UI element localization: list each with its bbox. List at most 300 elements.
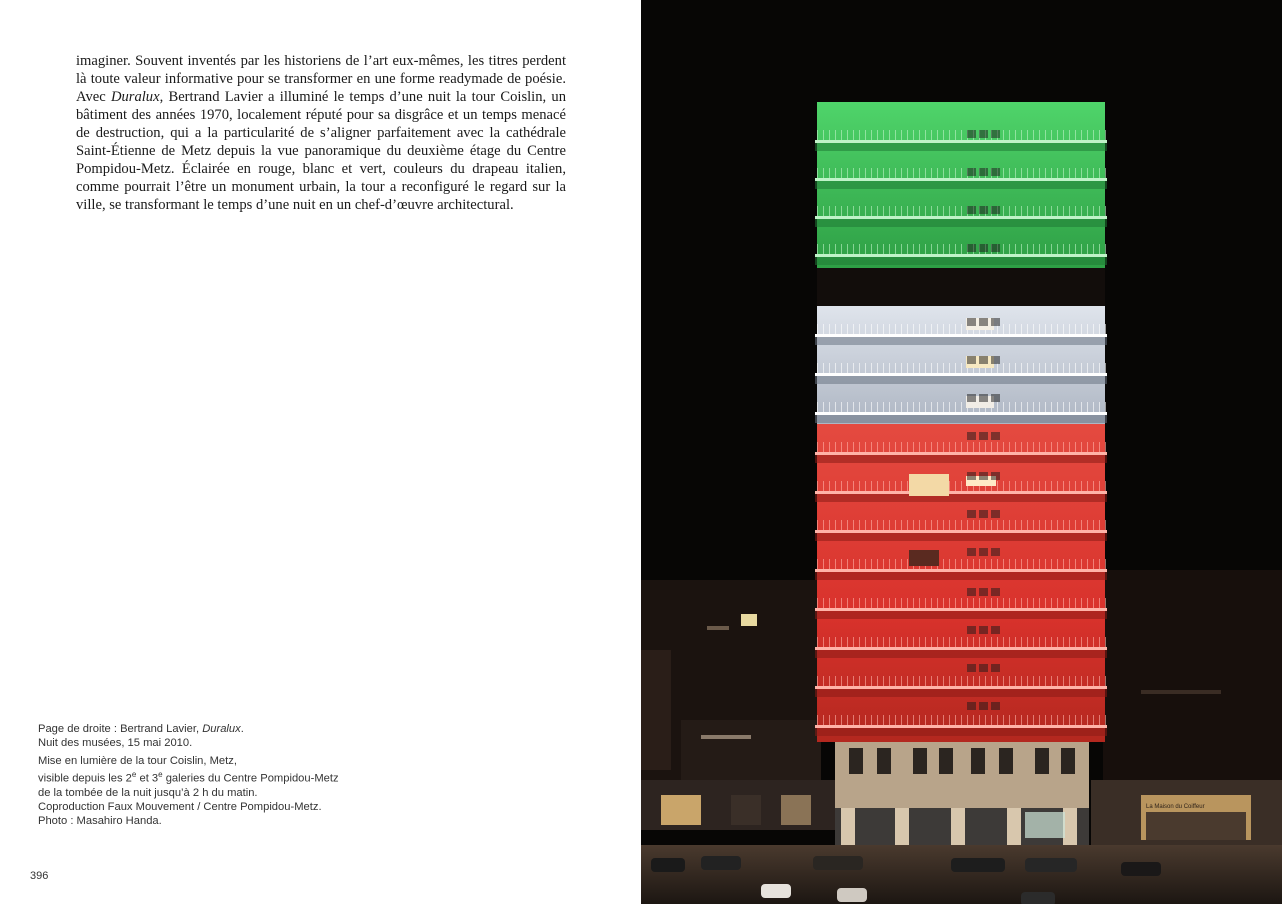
balcony-slab — [815, 455, 1107, 463]
balcony-baluster — [1087, 559, 1088, 569]
balcony-baluster — [853, 206, 854, 216]
balcony-baluster — [841, 598, 842, 608]
balcony-baluster — [901, 244, 902, 254]
balcony-baluster — [1075, 598, 1076, 608]
window-pane — [991, 356, 1000, 364]
balcony-baluster — [955, 168, 956, 178]
balcony-baluster — [1075, 442, 1076, 452]
balcony-baluster — [1081, 442, 1082, 452]
balcony-baluster — [895, 481, 896, 491]
balcony-baluster — [979, 598, 980, 608]
balcony-baluster — [973, 715, 974, 725]
balcony-baluster — [1105, 130, 1106, 140]
balcony-baluster — [859, 520, 860, 530]
balcony-baluster — [919, 520, 920, 530]
balcony-baluster — [817, 676, 818, 686]
balcony-baluster — [1021, 402, 1022, 412]
window-pane — [967, 626, 976, 634]
balcony-baluster — [847, 244, 848, 254]
balcony-baluster — [889, 402, 890, 412]
balcony-baluster — [955, 676, 956, 686]
balcony-baluster — [877, 244, 878, 254]
caption-prefix: Page de droite : Bertrand Lavier, — [38, 723, 203, 735]
balcony-baluster — [1003, 715, 1004, 725]
balcony-baluster — [937, 244, 938, 254]
balcony-baluster — [991, 598, 992, 608]
ground-window — [999, 748, 1013, 774]
balcony-baluster — [967, 598, 968, 608]
balcony-baluster — [877, 520, 878, 530]
balcony-baluster — [871, 130, 872, 140]
balcony-baluster — [871, 363, 872, 373]
ground-window — [1061, 748, 1075, 774]
pillar — [841, 808, 855, 848]
balcony-baluster — [1099, 402, 1100, 412]
balcony-rail — [815, 373, 1107, 376]
balcony-baluster — [967, 715, 968, 725]
window-pane — [979, 588, 988, 596]
balcony-baluster — [1093, 324, 1094, 334]
balcony-rail — [815, 569, 1107, 572]
balcony-baluster — [1087, 442, 1088, 452]
balcony-baluster — [1093, 206, 1094, 216]
balcony-baluster — [1105, 637, 1106, 647]
balcony-baluster — [913, 206, 914, 216]
balcony-baluster — [853, 130, 854, 140]
window-pane — [991, 664, 1000, 672]
balcony-baluster — [1063, 559, 1064, 569]
balcony-baluster — [979, 637, 980, 647]
window-pane — [979, 432, 988, 440]
balcony-baluster — [1015, 402, 1016, 412]
window-pane — [967, 356, 976, 364]
balcony-baluster — [907, 442, 908, 452]
balcony-baluster — [889, 598, 890, 608]
balcony-baluster — [841, 206, 842, 216]
balcony-baluster — [1075, 715, 1076, 725]
balcony-baluster — [1033, 324, 1034, 334]
balcony-baluster — [913, 520, 914, 530]
balcony-baluster — [1099, 363, 1100, 373]
balcony-baluster — [919, 130, 920, 140]
balcony-baluster — [913, 676, 914, 686]
balcony-baluster — [931, 244, 932, 254]
balcony-baluster — [871, 324, 872, 334]
balcony-baluster — [1069, 559, 1070, 569]
balcony-baluster — [1051, 206, 1052, 216]
balcony-baluster — [1033, 168, 1034, 178]
balcony-baluster — [1039, 244, 1040, 254]
ground-window — [971, 748, 985, 774]
balcony-baluster — [931, 206, 932, 216]
pillar — [1063, 808, 1077, 848]
balcony-baluster — [1099, 324, 1100, 334]
balcony-baluster — [1027, 402, 1028, 412]
balcony-baluster — [883, 442, 884, 452]
balcony-baluster — [955, 559, 956, 569]
balcony-baluster — [1033, 676, 1034, 686]
balcony-baluster — [913, 715, 914, 725]
balcony-baluster — [1081, 130, 1082, 140]
balcony-baluster — [877, 363, 878, 373]
balcony-baluster — [1039, 520, 1040, 530]
balcony-baluster — [1051, 715, 1052, 725]
balcony-baluster — [901, 130, 902, 140]
balcony-baluster — [931, 520, 932, 530]
balcony-baluster — [883, 363, 884, 373]
balcony-baluster — [1009, 637, 1010, 647]
balcony-baluster — [997, 598, 998, 608]
balcony-baluster — [1081, 520, 1082, 530]
balcony-baluster — [1075, 637, 1076, 647]
balcony-baluster — [943, 598, 944, 608]
balcony-baluster — [1021, 442, 1022, 452]
balcony-baluster — [961, 676, 962, 686]
balcony-baluster — [1015, 676, 1016, 686]
balcony-baluster — [1069, 363, 1070, 373]
balcony-baluster — [1057, 168, 1058, 178]
balcony-baluster — [1063, 676, 1064, 686]
balcony-baluster — [859, 363, 860, 373]
balcony-baluster — [877, 481, 878, 491]
balcony-baluster — [889, 168, 890, 178]
balcony-baluster — [1105, 598, 1106, 608]
balcony-baluster — [943, 244, 944, 254]
ground-window — [1035, 748, 1049, 774]
dark-floor-band — [817, 268, 1105, 308]
balcony-baluster — [1081, 206, 1082, 216]
tower-photo — [641, 0, 1282, 904]
balcony-baluster — [961, 637, 962, 647]
caption-line-2: Nuit des musées, 15 mai 2010. — [38, 737, 193, 749]
caption-work-title: Duralux — [202, 723, 241, 735]
balcony-baluster — [847, 206, 848, 216]
balcony-baluster — [1087, 598, 1088, 608]
balcony-baluster — [907, 363, 908, 373]
balcony-baluster — [907, 715, 908, 725]
balcony-baluster — [829, 676, 830, 686]
balcony-baluster — [1105, 402, 1106, 412]
lobby-window — [1025, 812, 1065, 838]
balcony-baluster — [943, 402, 944, 412]
balcony-baluster — [961, 559, 962, 569]
balcony-baluster — [871, 442, 872, 452]
balcony-baluster — [823, 715, 824, 725]
balcony-baluster — [1009, 559, 1010, 569]
balcony-baluster — [1039, 676, 1040, 686]
balcony-baluster — [1057, 598, 1058, 608]
balcony-baluster — [1081, 324, 1082, 334]
balcony-baluster — [919, 598, 920, 608]
balcony-baluster — [1093, 481, 1094, 491]
window-pane — [967, 244, 976, 252]
balcony-baluster — [1069, 715, 1070, 725]
balcony-baluster — [853, 402, 854, 412]
balcony-baluster — [817, 715, 818, 725]
balcony-baluster — [1081, 676, 1082, 686]
balcony-baluster — [949, 676, 950, 686]
balcony-baluster — [1003, 676, 1004, 686]
balcony-baluster — [1009, 244, 1010, 254]
balcony-baluster — [1027, 520, 1028, 530]
balcony-baluster — [1075, 402, 1076, 412]
balcony-slab — [815, 494, 1107, 502]
balcony-baluster — [985, 598, 986, 608]
window-pane — [991, 588, 1000, 596]
balcony-baluster — [1015, 559, 1016, 569]
balcony-baluster — [1093, 244, 1094, 254]
caption-line-3: Mise en lumière de la tour Coislin, Metz, — [38, 755, 237, 767]
balcony-baluster — [1039, 363, 1040, 373]
balcony-baluster — [919, 442, 920, 452]
balcony-baluster — [1051, 442, 1052, 452]
balcony-baluster — [913, 598, 914, 608]
balcony-baluster — [949, 442, 950, 452]
balcony-baluster — [853, 637, 854, 647]
balcony-baluster — [883, 168, 884, 178]
balcony-baluster — [1009, 676, 1010, 686]
balcony-slab — [815, 572, 1107, 580]
parked-car — [701, 856, 741, 870]
balcony-baluster — [877, 130, 878, 140]
balcony-baluster — [1069, 637, 1070, 647]
balcony-slab — [815, 728, 1107, 736]
balcony-baluster — [919, 324, 920, 334]
balcony-baluster — [853, 244, 854, 254]
balcony-baluster — [1093, 715, 1094, 725]
balcony-baluster — [1039, 324, 1040, 334]
balcony-baluster — [1063, 481, 1064, 491]
balcony-baluster — [847, 637, 848, 647]
balcony-baluster — [835, 363, 836, 373]
balcony-baluster — [913, 324, 914, 334]
balcony-baluster — [817, 402, 818, 412]
balcony-slab — [815, 376, 1107, 384]
balcony-baluster — [925, 598, 926, 608]
parked-car — [813, 856, 863, 870]
balcony-baluster — [1003, 363, 1004, 373]
balcony-baluster — [991, 442, 992, 452]
balcony-baluster — [1075, 676, 1076, 686]
balcony-baluster — [871, 168, 872, 178]
balcony-baluster — [919, 206, 920, 216]
pillar — [951, 808, 965, 848]
balcony-baluster — [1051, 481, 1052, 491]
balcony-baluster — [829, 130, 830, 140]
balcony-baluster — [877, 206, 878, 216]
balcony-baluster — [1051, 363, 1052, 373]
balcony-rail — [815, 254, 1107, 257]
balcony-baluster — [1003, 442, 1004, 452]
window-pane — [991, 244, 1000, 252]
parked-car — [651, 858, 685, 872]
balcony-baluster — [1045, 676, 1046, 686]
balcony-baluster — [853, 715, 854, 725]
balcony-baluster — [949, 637, 950, 647]
balcony-baluster — [1093, 598, 1094, 608]
balcony-baluster — [847, 715, 848, 725]
balcony-baluster — [1087, 676, 1088, 686]
balcony-baluster — [1099, 598, 1100, 608]
balcony-baluster — [1087, 481, 1088, 491]
window-pane — [979, 548, 988, 556]
balcony-baluster — [1027, 715, 1028, 725]
balcony-baluster — [871, 676, 872, 686]
balcony-baluster — [877, 676, 878, 686]
balcony-baluster — [841, 481, 842, 491]
balcony-baluster — [1075, 324, 1076, 334]
balcony-rail — [815, 178, 1107, 181]
balcony-baluster — [907, 598, 908, 608]
balcony-baluster — [907, 130, 908, 140]
balcony-baluster — [883, 324, 884, 334]
balcony-baluster — [889, 206, 890, 216]
balcony-baluster — [1093, 559, 1094, 569]
parked-car — [837, 888, 867, 902]
balcony-baluster — [961, 168, 962, 178]
balcony-baluster — [817, 206, 818, 216]
balcony-baluster — [1075, 481, 1076, 491]
balcony-baluster — [1003, 324, 1004, 334]
balcony-baluster — [901, 402, 902, 412]
balcony-baluster — [1003, 559, 1004, 569]
window-pane — [979, 244, 988, 252]
balcony-baluster — [889, 676, 890, 686]
balcony-baluster — [883, 715, 884, 725]
balcony-baluster — [817, 520, 818, 530]
balcony-baluster — [847, 130, 848, 140]
balcony-baluster — [1003, 130, 1004, 140]
balcony-baluster — [1033, 520, 1034, 530]
balcony-baluster — [1063, 637, 1064, 647]
balcony-baluster — [1033, 559, 1034, 569]
balcony-baluster — [1033, 715, 1034, 725]
window-pane — [967, 664, 976, 672]
balcony-baluster — [1027, 637, 1028, 647]
balcony-baluster — [955, 206, 956, 216]
balcony-baluster — [1057, 402, 1058, 412]
balcony-baluster — [1099, 130, 1100, 140]
balcony-baluster — [1033, 598, 1034, 608]
balcony-baluster — [1039, 206, 1040, 216]
window-pane — [991, 510, 1000, 518]
balcony-baluster — [973, 442, 974, 452]
balcony-baluster — [859, 244, 860, 254]
balcony-baluster — [871, 715, 872, 725]
balcony-baluster — [1099, 520, 1100, 530]
balcony-baluster — [841, 676, 842, 686]
balcony-baluster — [1009, 206, 1010, 216]
balcony-baluster — [919, 244, 920, 254]
balcony-baluster — [1063, 206, 1064, 216]
balcony-baluster — [1039, 715, 1040, 725]
balcony-baluster — [835, 637, 836, 647]
balcony-baluster — [1087, 363, 1088, 373]
balcony-baluster — [1105, 442, 1106, 452]
balcony-baluster — [1027, 244, 1028, 254]
balcony-rail — [815, 530, 1107, 533]
balcony-baluster — [943, 206, 944, 216]
window-pane — [979, 472, 988, 480]
balcony-baluster — [859, 402, 860, 412]
balcony-baluster — [1075, 168, 1076, 178]
balcony-baluster — [1063, 130, 1064, 140]
balcony-baluster — [889, 520, 890, 530]
balcony-baluster — [865, 520, 866, 530]
balcony-baluster — [865, 637, 866, 647]
balcony-baluster — [817, 130, 818, 140]
balcony-baluster — [1021, 637, 1022, 647]
balcony-baluster — [895, 715, 896, 725]
balcony-baluster — [979, 559, 980, 569]
balcony-baluster — [1051, 168, 1052, 178]
balcony-baluster — [1105, 481, 1106, 491]
balcony-baluster — [859, 324, 860, 334]
window-pane — [967, 702, 976, 710]
balcony-baluster — [937, 442, 938, 452]
balcony-baluster — [877, 324, 878, 334]
window-pane — [979, 626, 988, 634]
illuminated-tower — [815, 102, 1107, 848]
balcony-baluster — [841, 559, 842, 569]
balcony-baluster — [955, 637, 956, 647]
balcony-baluster — [865, 244, 866, 254]
balcony-baluster — [823, 676, 824, 686]
balcony-baluster — [937, 168, 938, 178]
balcony-baluster — [961, 363, 962, 373]
balcony-baluster — [823, 442, 824, 452]
balcony-baluster — [1099, 559, 1100, 569]
balcony-baluster — [823, 637, 824, 647]
balcony-baluster — [997, 559, 998, 569]
balcony-baluster — [847, 481, 848, 491]
balcony-baluster — [949, 402, 950, 412]
balcony-baluster — [1015, 244, 1016, 254]
balcony-baluster — [943, 130, 944, 140]
balcony-baluster — [847, 520, 848, 530]
window-pane — [979, 168, 988, 176]
balcony-baluster — [949, 559, 950, 569]
balcony-baluster — [1045, 244, 1046, 254]
balcony-baluster — [1027, 598, 1028, 608]
balcony-baluster — [955, 715, 956, 725]
balcony-baluster — [1099, 244, 1100, 254]
balcony-baluster — [1039, 168, 1040, 178]
balcony-baluster — [871, 481, 872, 491]
balcony-baluster — [853, 676, 854, 686]
balcony-baluster — [829, 559, 830, 569]
balcony-rail — [815, 491, 1107, 494]
balcony-baluster — [1087, 520, 1088, 530]
balcony-baluster — [1045, 442, 1046, 452]
balcony-baluster — [1081, 559, 1082, 569]
balcony-baluster — [1021, 676, 1022, 686]
window-pane — [991, 472, 1000, 480]
caption-suffix: . — [240, 723, 244, 735]
balcony-baluster — [901, 324, 902, 334]
balcony-baluster — [1069, 442, 1070, 452]
balcony-baluster — [889, 442, 890, 452]
balcony-slab — [815, 415, 1107, 423]
balcony-baluster — [955, 324, 956, 334]
balcony-baluster — [1021, 598, 1022, 608]
balcony-baluster — [997, 520, 998, 530]
balcony-baluster — [1063, 324, 1064, 334]
balcony-baluster — [949, 168, 950, 178]
balcony-baluster — [859, 598, 860, 608]
balcony-baluster — [967, 559, 968, 569]
balcony-baluster — [1093, 520, 1094, 530]
